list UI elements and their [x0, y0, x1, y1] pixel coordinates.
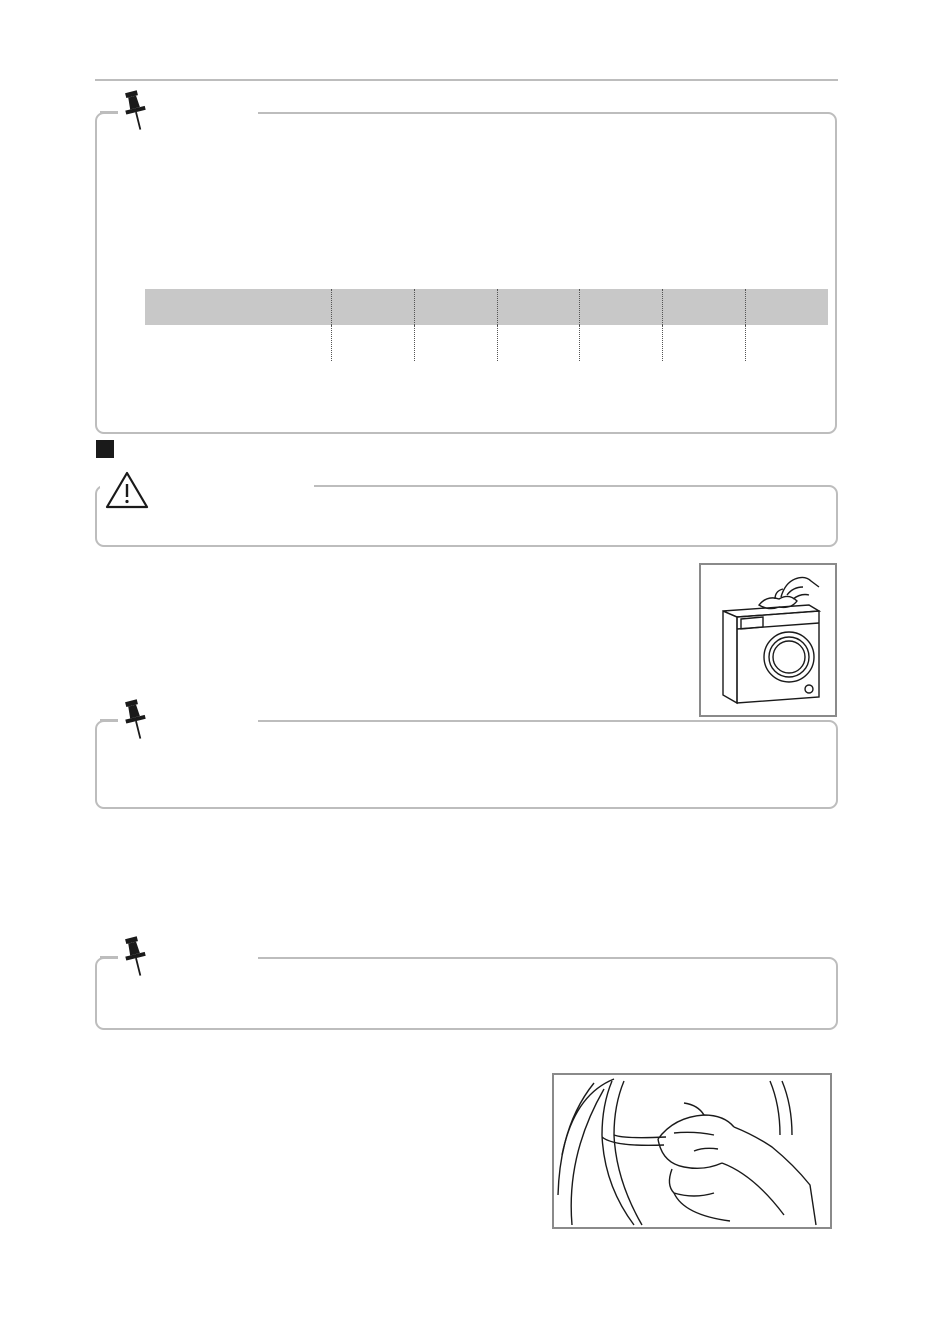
- section-square-icon: [96, 440, 114, 458]
- table-row: [145, 325, 828, 361]
- note-box-3: [95, 957, 838, 1030]
- table-header-cell: [332, 289, 415, 325]
- note-box-1: [95, 112, 837, 434]
- spec-table: [145, 289, 828, 361]
- header-rule: [95, 79, 838, 81]
- table-header-cell: [414, 289, 497, 325]
- table-header-cell: [663, 289, 746, 325]
- washer-top-wipe-illustration: [699, 563, 837, 717]
- note-box-2: [95, 720, 838, 809]
- table-cell: [745, 325, 828, 361]
- pushpin-icon: [118, 88, 154, 132]
- table-cell: [332, 325, 415, 361]
- table-header-cell: [580, 289, 663, 325]
- table-cell: [145, 325, 332, 361]
- door-seal-cleaning-illustration: [552, 1073, 832, 1229]
- table-cell: [580, 325, 663, 361]
- table-cell: [497, 325, 580, 361]
- table-header-cell: [497, 289, 580, 325]
- pushpin-icon: [118, 934, 154, 978]
- washer-drawing: [701, 565, 835, 715]
- warning-triangle-icon: [104, 470, 150, 510]
- pushpin-icon: [118, 697, 154, 741]
- table-header-row: [145, 289, 828, 325]
- table-header-cell: [145, 289, 332, 325]
- door-seal-drawing: [554, 1075, 830, 1227]
- warning-box: [95, 485, 838, 547]
- table-header-cell: [745, 289, 828, 325]
- table-cell: [663, 325, 746, 361]
- table-cell: [414, 325, 497, 361]
